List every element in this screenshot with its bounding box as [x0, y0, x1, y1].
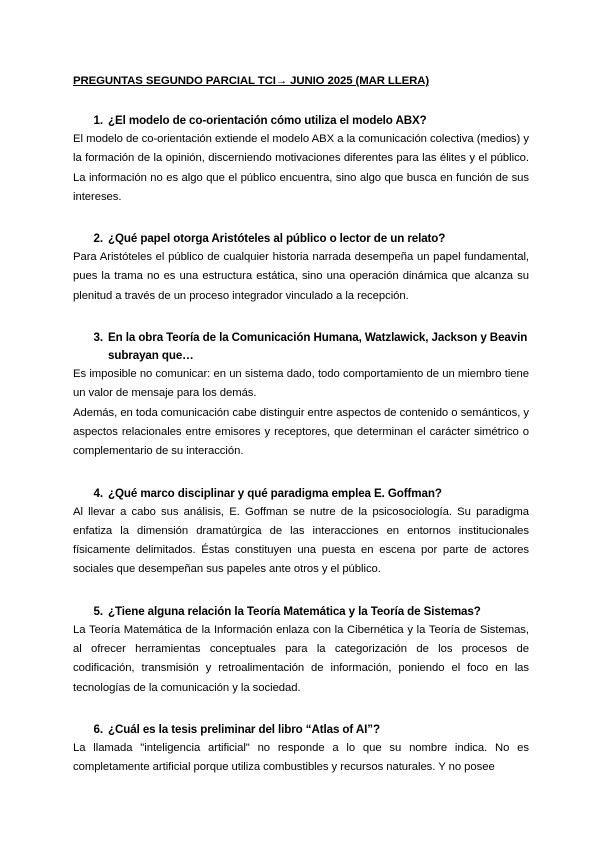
question-number: 3. [93, 331, 103, 345]
document-title: PREGUNTAS SEGUNDO PARCIAL TCI→ JUNIO 2025 (MAR LLERA) [73, 75, 430, 87]
question-section-5 [73, 603, 529, 698]
answer-paragraph: Para Aristóteles el público de cualquier historia narrada desempeña un papel fundamental, pues la trama no es una estructura estática, sino una operación dinámica que alcanza su plenitud a través de un proceso integrador vinculado a la recepción. [73, 251, 529, 302]
question-section-4 [73, 485, 529, 580]
question-number: 2. [93, 232, 103, 246]
question-text: ¿Qué papel otorga Aristóteles al público o lector de un relato? [108, 232, 446, 246]
question-number: 1. [93, 114, 103, 127]
question-text: En la obra Teoría de la Comunicación Humana, Watzlawick, Jackson y Beavin subrayan que… [108, 331, 528, 363]
question-heading [73, 603, 529, 621]
question-text: ¿Tiene alguna relación la Teoría Matemática y la Teoría de Sistemas? [108, 604, 481, 618]
question-section-6 [73, 721, 529, 778]
question-heading [73, 112, 529, 130]
question-text: ¿Qué marco disciplinar y qué paradigma emplea E. Goffman? [108, 486, 442, 500]
question-text: ¿Cuál es la tesis preliminar del libro “Atlas of AI”? [108, 722, 380, 736]
answer-paragraph: La llamada "inteligencia artificial" no responde a lo que su nombre indica. No es completamente artificial porque utiliza combustibles y recursos naturales. Y no posee [73, 741, 529, 774]
question-text: ¿El modelo de co-orientación cómo utiliza el modelo ABX? [108, 114, 427, 127]
answer-paragraph: Al llevar a cabo sus análisis, E. Goffman se nutre de la psicosociología. Su paradigma enfatiza la dimensión dramatúrgica de las interacciones en entornos institucionales físicamente delimitados. Éstas constituyen una puesta en escena por parte de actores sociales que desempeñan sus papeles ante otros y el público. [73, 505, 529, 576]
document-page [73, 72, 529, 842]
question-number: 6. [93, 722, 103, 736]
question-number: 5. [93, 604, 103, 618]
question-heading [73, 721, 529, 739]
question-section-1 [73, 112, 529, 207]
question-heading [73, 485, 529, 503]
question-section-3 [73, 329, 529, 461]
question-section-2 [73, 230, 529, 306]
question-number: 4. [93, 486, 103, 500]
question-heading [73, 230, 529, 248]
answer-paragraph: Además, en toda comunicación cabe distinguir entre aspectos de contenido o semánticos, y aspectos relacionales entre emisores y receptores, que determinan el carácter simétrico o complementario de su interacción. [73, 406, 529, 458]
question-heading [73, 329, 529, 365]
answer-paragraph: Es imposible no comunicar: en un sistema dado, todo comportamiento de un miembro tiene un valor de mensaje para los demás. [73, 368, 529, 400]
answer-paragraph: La Teoría Matemática de la Información enlaza con la Cibernética y la Teoría de Sistemas, al ofrecer herramientas conceptuales para la categorización de los procesos de codificación, transmisión y retroalimentación de información, poniendo el foco en las tecnologías de la comunicación y la sociedad. [73, 623, 529, 694]
answer-paragraph: El modelo de co-orientación extiende el modelo ABX a la comunicación colectiva (medios) y la formación de la opinión, discerniendo motivaciones diferentes para las élites y el público. La información no es algo que el público encuentra, sino algo que busca en función de sus intereses. [73, 133, 529, 203]
